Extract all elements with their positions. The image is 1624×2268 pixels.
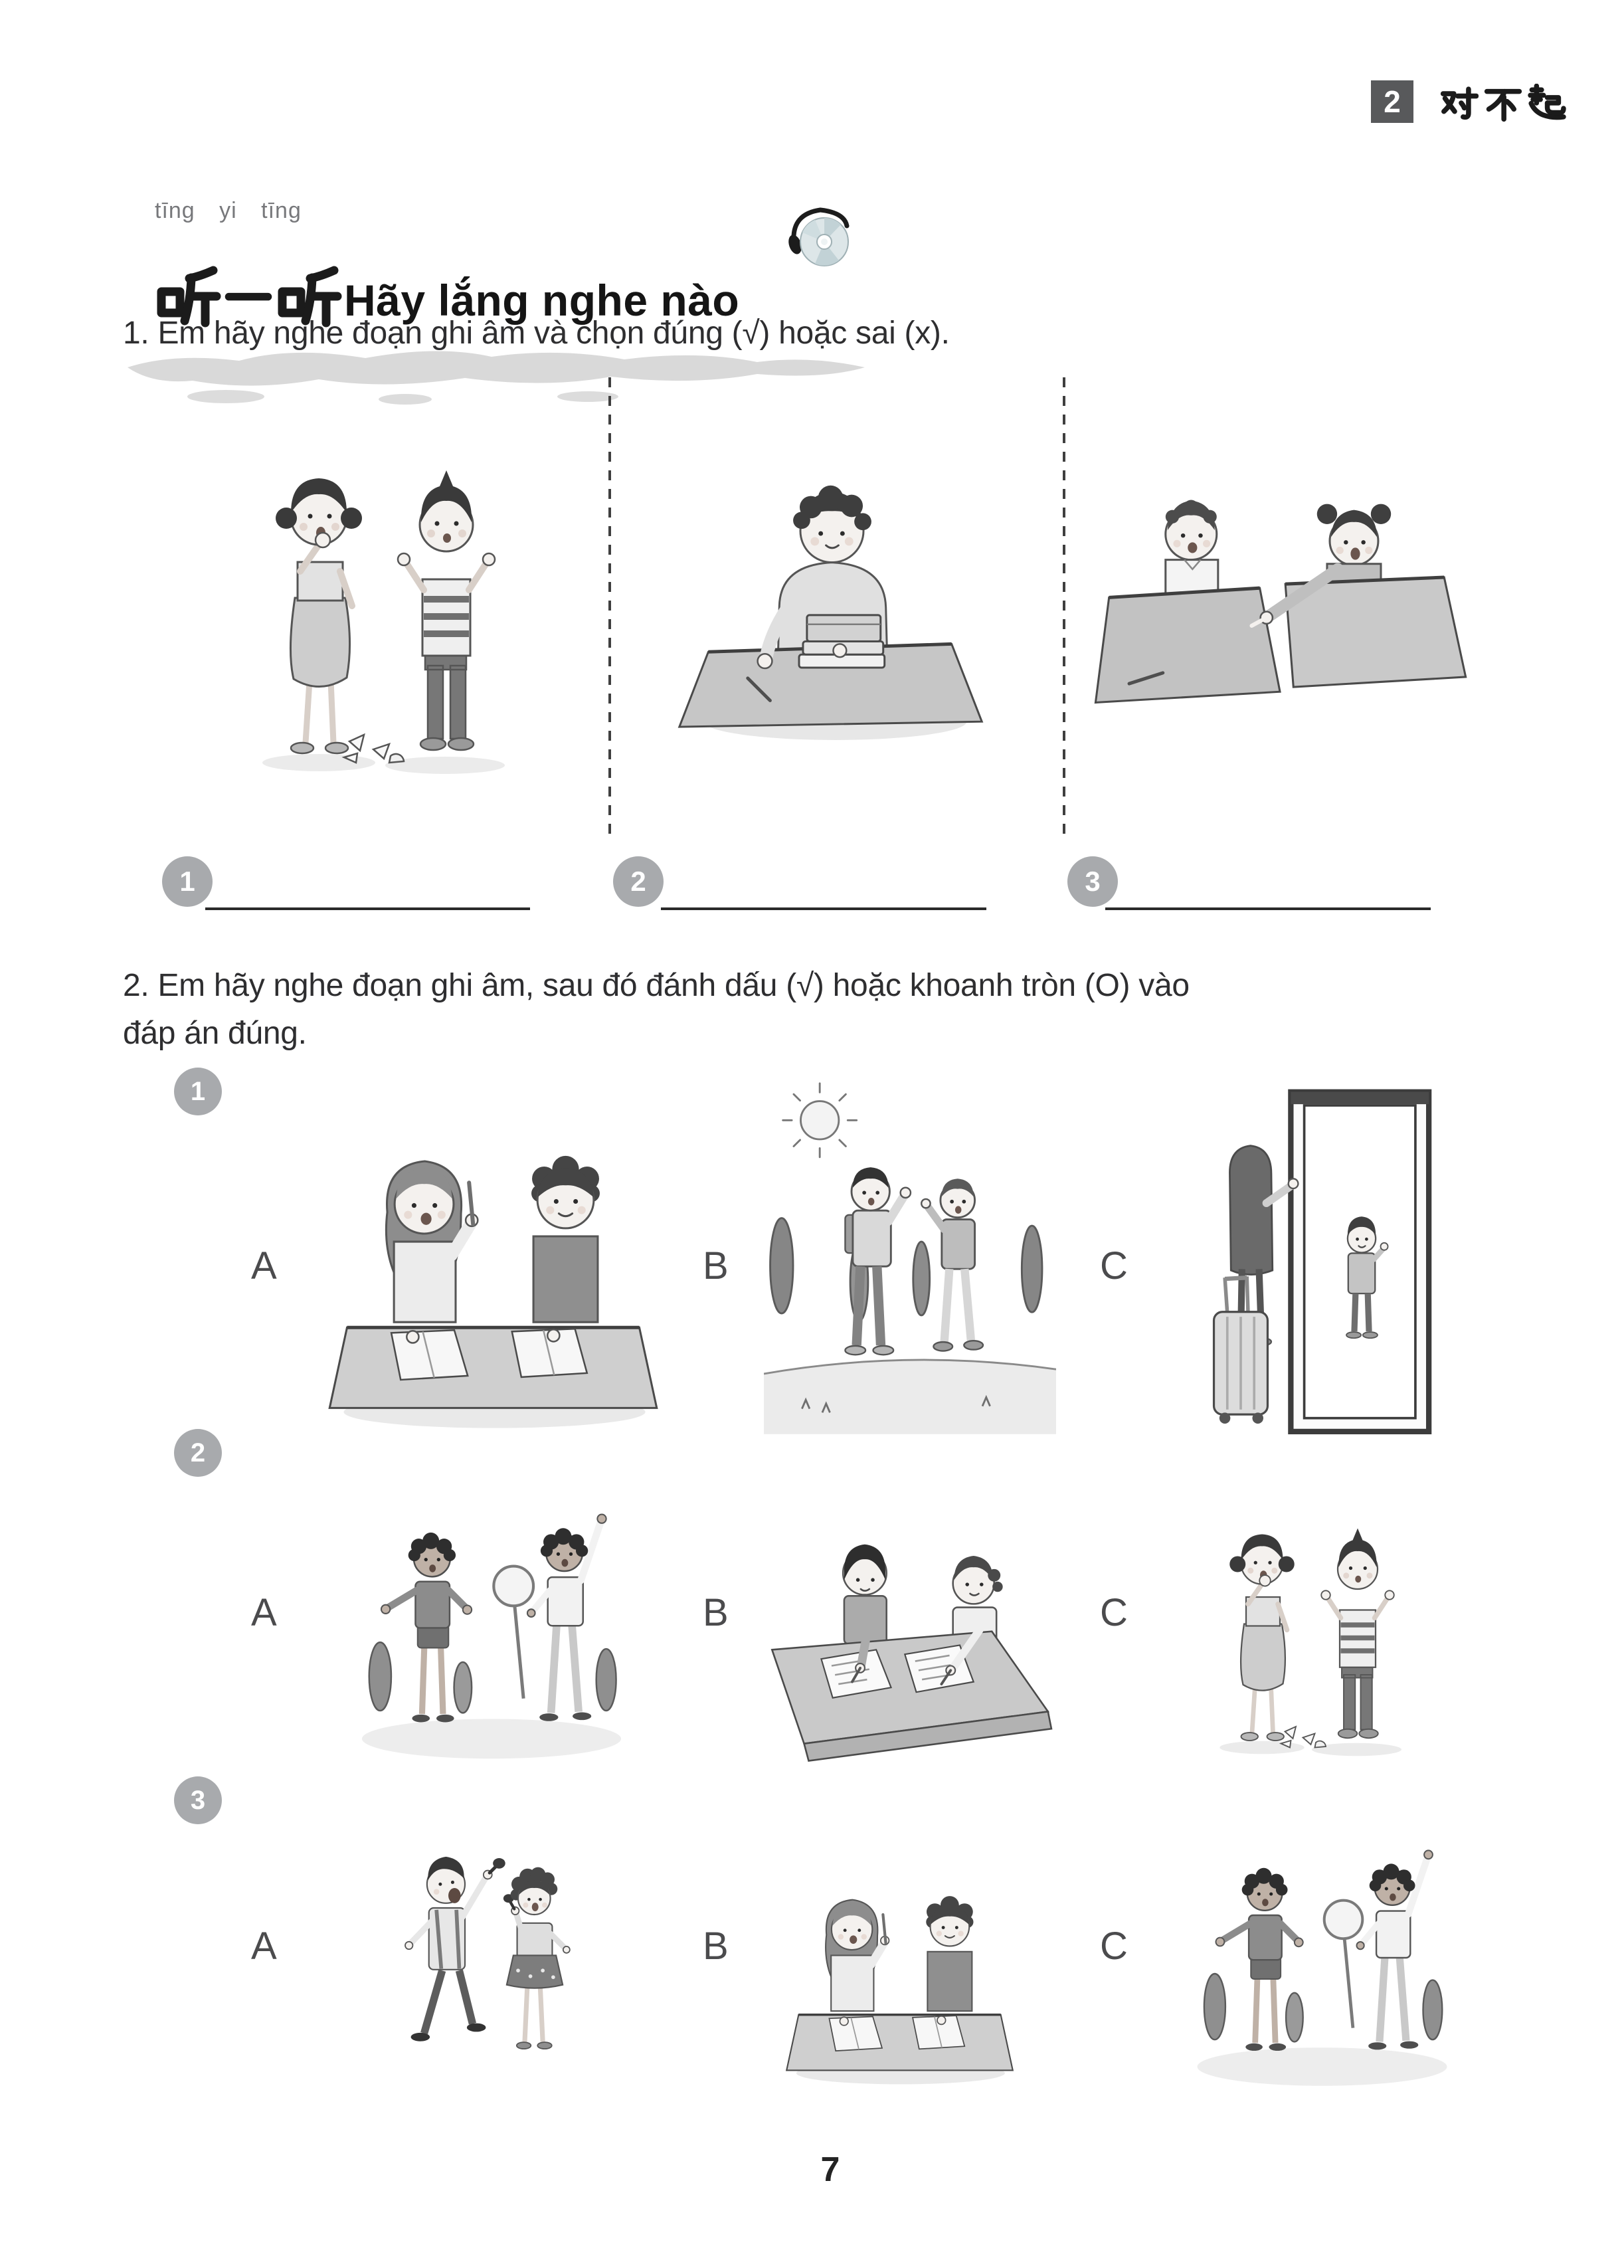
q1-option-b-picture — [764, 1071, 1056, 1442]
question-2-number: 2 — [190, 1438, 206, 1467]
item-3-number: 3 — [1085, 866, 1101, 897]
hanzi-bu — [1484, 84, 1522, 122]
answer-line-3 — [1105, 907, 1431, 910]
hanzi-dui — [1440, 84, 1479, 122]
q2-option-b-label: B — [703, 1591, 729, 1634]
exercise1-picture-1 — [226, 422, 558, 787]
answer-line-1 — [205, 907, 530, 910]
q3-option-a-label: A — [251, 1925, 277, 1968]
item-2-number: 2 — [630, 866, 646, 897]
q1-option-a-label: A — [251, 1244, 277, 1287]
q2-option-a-picture — [319, 1493, 664, 1769]
q2-option-b-picture — [743, 1523, 1069, 1763]
question-2-badge — [174, 1429, 222, 1477]
page-number: 7 — [820, 2150, 840, 2189]
pinyin-label: tīng yi tīng — [155, 198, 302, 223]
question-3-number: 3 — [190, 1785, 206, 1815]
q2-option-c-label: C — [1100, 1591, 1128, 1634]
q1-option-c-label: C — [1100, 1244, 1128, 1287]
divider-dashed-2 — [1063, 377, 1065, 834]
exercise1-instruction: 1. Em hãy nghe đoạn ghi âm và chọn đúng (√) hoặc sai (x). — [123, 316, 950, 351]
q3-option-b-picture — [739, 1865, 1061, 2088]
question-1-badge — [174, 1068, 222, 1115]
item-3-badge — [1067, 856, 1118, 907]
exercise2-instruction-line2: đáp án đúng. — [123, 1016, 307, 1051]
item-2-badge — [613, 856, 664, 907]
q2-option-c-picture — [1192, 1489, 1441, 1768]
hanzi-qi — [1528, 84, 1566, 122]
section-title-vietnamese: Hãy lắng nghe nào — [344, 276, 740, 325]
q1-option-c-picture — [1196, 1075, 1445, 1454]
unit-number: 2 — [1384, 84, 1401, 119]
exercise1-picture-2 — [668, 458, 996, 751]
exercise2-instruction-line1: 2. Em hãy nghe đoạn ghi âm, sau đó đánh dấu (√) hoặc khoanh tròn (O) vào — [123, 968, 1190, 1003]
q3-option-a-picture — [335, 1828, 634, 2094]
cd-headphones-icon — [786, 203, 852, 270]
q3-option-b-label: B — [703, 1925, 729, 1968]
item-1-number: 1 — [179, 866, 195, 897]
unit-title — [1440, 84, 1566, 122]
question-1-number: 1 — [190, 1076, 206, 1106]
q2-option-a-label: A — [251, 1591, 277, 1634]
item-1-badge — [162, 856, 213, 907]
question-3-badge — [174, 1776, 222, 1824]
exercise1-picture-3 — [1079, 475, 1478, 731]
q1-option-b-label: B — [703, 1244, 729, 1287]
answer-line-2 — [661, 907, 986, 910]
q3-option-c-picture — [1168, 1830, 1477, 2096]
q1-option-a-picture — [312, 1108, 674, 1437]
unit-number-box — [1371, 80, 1413, 123]
q3-option-c-label: C — [1100, 1925, 1128, 1968]
divider-dashed-1 — [608, 377, 611, 834]
